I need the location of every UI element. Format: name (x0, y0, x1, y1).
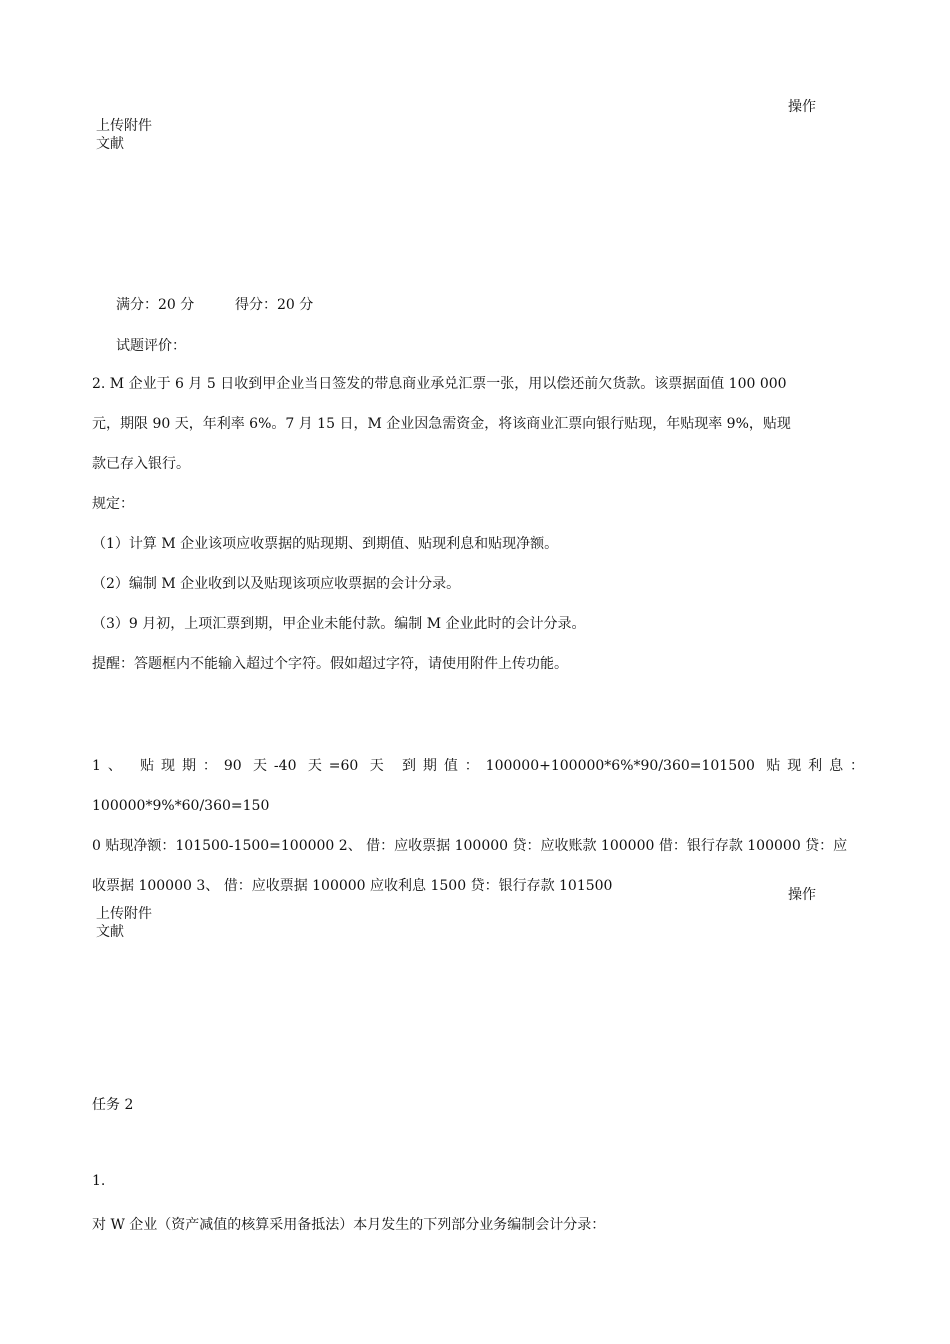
task-item-number: 1. (92, 1173, 106, 1189)
question-line: 2. M 企业于 6 月 5 日收到甲企业当日签发的带息商业承兑汇票一张，用以偿还前欠货款。该票据面值 100 000 (92, 376, 787, 392)
answer-line: 1、 贴现期：90 天-40 天=60 天 到期值：100000+100000*6%*90/360=101500 贴现利息：100000*9%*60/360=150 (92, 758, 864, 814)
reference-label: 文献 (96, 136, 124, 152)
answer-line: 收票据 100000 3、 借：应收票据 100000 应收利息 1500 贷：银行存款 101500 (92, 878, 613, 894)
action-label[interactable]: 操作 (788, 99, 816, 115)
obtained-score: 得分：20 分 (235, 297, 314, 313)
reference-label: 文献 (96, 924, 124, 940)
answer-text (92, 746, 864, 906)
action-label[interactable]: 操作 (788, 887, 816, 903)
question-2 (92, 364, 864, 684)
full-score: 满分：20 分 (116, 297, 195, 313)
question-line: 元，期限 90 天，年利率 6%。7 月 15 日，M 企业因急需资金，将该商业汇票向银行贴现，年贴现率 9%，贴现 (92, 416, 791, 432)
requirement-item: （2）编制 M 企业收到以及贴现该项应收票据的会计分录。 (92, 576, 461, 592)
requirements-title: 规定： (92, 496, 134, 512)
reminder-text: 提醒：答题框内不能输入超过个字符。假如超过字符，请使用附件上传功能。 (92, 656, 568, 672)
task-title: 任务 2 (92, 1097, 134, 1113)
upload-attachment-link[interactable]: 上传附件 (96, 118, 152, 134)
upload-attachment-link[interactable]: 上传附件 (96, 906, 152, 922)
requirement-item: （1）计算 M 企业该项应收票据的贴现期、到期值、贴现利息和贴现净额。 (92, 536, 559, 552)
task-description: 对 W 企业（资产减值的核算采用备抵法）本月发生的下列部分业务编制会计分录： (92, 1217, 606, 1233)
question-evaluation-label: 试题评价： (116, 338, 186, 354)
question-line: 款已存入银行。 (92, 456, 190, 472)
answer-line: 0 贴现净额：101500-1500=100000 2、 借：应收票据 100000 贷：应收账款 100000 借：银行存款 100000 贷：应 (92, 838, 848, 854)
requirement-item: （3）9 月初，上项汇票到期，甲企业未能付款。编制 M 企业此时的会计分录。 (92, 616, 586, 632)
